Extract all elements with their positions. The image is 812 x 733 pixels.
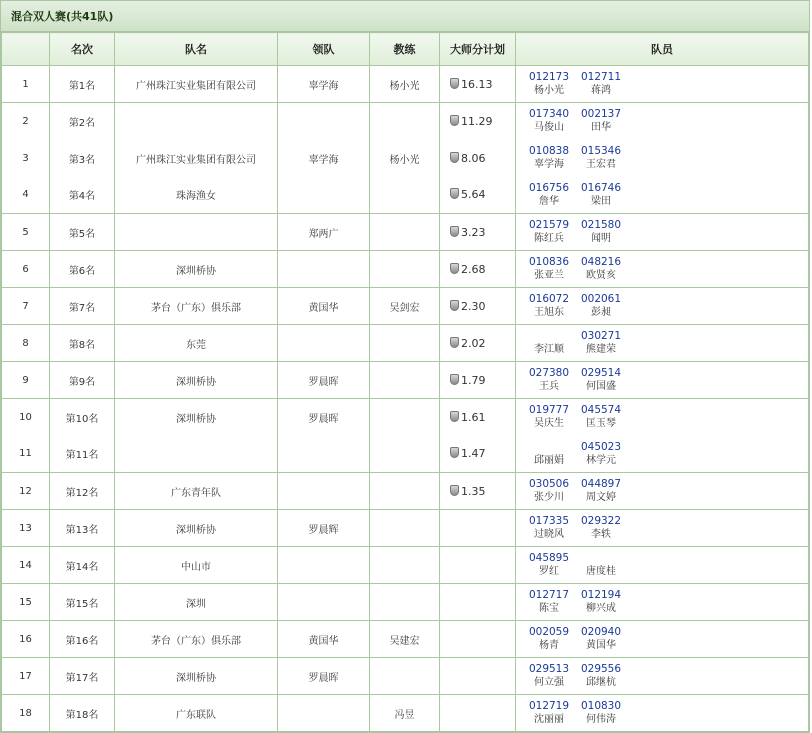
- rank-cell: 第10名: [50, 399, 115, 436]
- player-name: 蒋鸿: [591, 85, 611, 96]
- player-id-link[interactable]: 017340: [528, 108, 570, 121]
- row-index: 11: [2, 436, 50, 473]
- coach-cell: [370, 103, 440, 140]
- player-name: 李江顺: [534, 344, 564, 355]
- players-cell: [516, 584, 809, 621]
- players-cell: [516, 66, 809, 103]
- table-row: [2, 399, 809, 436]
- masterpoints-cell: [440, 288, 516, 325]
- coach-cell: [370, 177, 440, 214]
- team-cell: 广东青年队: [115, 473, 278, 510]
- player-id-link[interactable]: 015346: [580, 145, 622, 157]
- row-index: 5: [2, 214, 50, 251]
- rank-cell: 第11名: [50, 436, 115, 473]
- results-table: [1, 32, 809, 732]
- col-header-players: 队员: [516, 33, 809, 66]
- players-cell: [516, 695, 809, 732]
- table-row: [2, 251, 809, 288]
- leader-cell: 黄国华: [278, 621, 370, 658]
- row-index: 14: [2, 547, 50, 584]
- col-header-team: 队名: [115, 33, 278, 66]
- coach-cell: [370, 214, 440, 251]
- leader-cell: [278, 436, 370, 473]
- player-name: 辜学海: [534, 159, 564, 170]
- leader-cell: 罗晨晖: [278, 399, 370, 436]
- players-cell: [516, 103, 809, 140]
- masterpoints-cell: [440, 362, 516, 399]
- masterpoints-cell: [440, 547, 516, 584]
- masterpoints-cell: [440, 325, 516, 362]
- team-cell: 广州珠江实业集团有限公司: [115, 140, 278, 177]
- masterpoints-value: 2.30: [461, 299, 486, 313]
- player: [526, 441, 572, 467]
- shield-icon: [450, 485, 459, 496]
- leader-cell: [278, 473, 370, 510]
- player-name: 詹华: [539, 195, 559, 207]
- player-name: 欧贤亥: [586, 270, 616, 281]
- leader-cell: 郑两广: [278, 214, 370, 251]
- player: [578, 145, 624, 171]
- team-cell: [115, 103, 278, 140]
- rank-cell: 第16名: [50, 621, 115, 658]
- shield-icon: [450, 226, 459, 237]
- coach-cell: [370, 658, 440, 695]
- player-name: 匡玉琴: [586, 418, 616, 430]
- player-id-link[interactable]: 010830: [580, 700, 622, 712]
- players-cell: [516, 288, 809, 325]
- player-name: 邱丽娟: [534, 454, 564, 466]
- player-id-link[interactable]: 016746: [580, 181, 622, 194]
- row-index: 15: [2, 584, 50, 621]
- player: [578, 441, 624, 467]
- player: [578, 515, 624, 541]
- table-row: [2, 177, 809, 214]
- player: [578, 367, 624, 393]
- player-name: 王兵: [539, 381, 559, 392]
- masterpoints-cell: [440, 621, 516, 658]
- col-header-coach: 教练: [370, 33, 440, 66]
- leader-cell: 辜学海: [278, 140, 370, 177]
- player-id-link[interactable]: 017335: [528, 515, 570, 527]
- player-id-link[interactable]: 029514: [580, 367, 622, 379]
- row-index: 1: [2, 66, 50, 103]
- player: [578, 108, 624, 134]
- player-id-link[interactable]: 027380: [528, 367, 570, 379]
- player: [578, 700, 624, 726]
- table-row: [2, 695, 809, 732]
- player: [526, 71, 572, 97]
- players-cell: [516, 658, 809, 695]
- player-id-link[interactable]: 045574: [580, 404, 622, 417]
- player: [578, 182, 624, 208]
- player-name: 林学元: [586, 454, 616, 466]
- rank-cell: 第14名: [50, 547, 115, 584]
- player: [526, 589, 572, 615]
- leader-cell: [278, 547, 370, 584]
- table-row: [2, 510, 809, 547]
- player-name: 彭昶: [591, 307, 611, 318]
- team-cell: 深圳桥协: [115, 251, 278, 288]
- player-name: 陈红兵: [534, 233, 564, 244]
- masterpoints-value: 1.47: [461, 447, 486, 461]
- leader-cell: [278, 103, 370, 140]
- shield-icon: [450, 337, 459, 348]
- coach-cell: [370, 325, 440, 362]
- table-row: [2, 473, 809, 510]
- masterpoints-cell: [440, 436, 516, 473]
- player: [578, 663, 624, 689]
- row-index: 3: [2, 140, 50, 177]
- player-name: 罗红: [539, 566, 559, 577]
- player-id-link[interactable]: 048216: [580, 256, 622, 268]
- players-cell: [516, 214, 809, 251]
- player: [578, 478, 624, 504]
- shield-icon: [450, 115, 459, 126]
- player-id-link[interactable]: 029513: [528, 663, 570, 675]
- masterpoints-value: 1.61: [461, 410, 486, 424]
- rank-cell: 第13名: [50, 510, 115, 547]
- table-row: [2, 214, 809, 251]
- player: [578, 552, 624, 578]
- player-id-link[interactable]: 012711: [580, 71, 622, 83]
- col-header-leader: 领队: [278, 33, 370, 66]
- shield-icon: [450, 374, 459, 385]
- player-id-link[interactable]: 010836: [528, 256, 570, 268]
- team-cell: 深圳桥协: [115, 362, 278, 399]
- player-id-link[interactable]: 002137: [580, 108, 622, 121]
- row-index: 4: [2, 177, 50, 214]
- players-cell: [516, 436, 809, 473]
- player: [526, 700, 572, 726]
- player: [526, 182, 572, 208]
- masterpoints-value: 1.35: [461, 484, 486, 498]
- player-id-link[interactable]: 021579: [528, 219, 570, 231]
- table-row: [2, 103, 809, 140]
- players-cell: [516, 177, 809, 214]
- player-name: 唐度桂: [586, 566, 616, 577]
- players-cell: [516, 251, 809, 288]
- leader-cell: 罗晨辉: [278, 510, 370, 547]
- rank-cell: 第7名: [50, 288, 115, 325]
- col-header-masterpoints: 大师分计划: [440, 33, 516, 66]
- masterpoints-cell: [440, 399, 516, 436]
- leader-cell: [278, 177, 370, 214]
- player-id-link[interactable]: 021580: [580, 219, 622, 231]
- player-name: 沈丽丽: [534, 714, 564, 725]
- players-cell: [516, 621, 809, 658]
- player-id-link[interactable]: [526, 330, 572, 343]
- player: [526, 108, 572, 134]
- player-id-link[interactable]: 020940: [580, 626, 622, 638]
- players-cell: [516, 362, 809, 399]
- row-index: 12: [2, 473, 50, 510]
- player-name: 吴庆生: [534, 418, 564, 430]
- rank-cell: 第4名: [50, 177, 115, 214]
- rank-cell: 第3名: [50, 140, 115, 177]
- coach-cell: 吴剑宏: [370, 288, 440, 325]
- row-index: 6: [2, 251, 50, 288]
- player: [526, 330, 572, 356]
- player: [578, 404, 624, 430]
- player-name: 何立强: [534, 677, 564, 688]
- players-cell: [516, 399, 809, 436]
- masterpoints-value: 2.68: [461, 262, 486, 276]
- players-cell: [516, 473, 809, 510]
- coach-cell: [370, 436, 440, 473]
- player: [578, 219, 624, 245]
- shield-icon: [450, 78, 459, 89]
- player-id-link[interactable]: 029556: [580, 663, 622, 675]
- masterpoints-value: 11.29: [461, 114, 493, 128]
- player: [526, 219, 572, 245]
- masterpoints-cell: [440, 177, 516, 214]
- player: [526, 552, 572, 578]
- player: [526, 515, 572, 541]
- col-header-rank: 名次: [50, 33, 115, 66]
- row-index: 2: [2, 103, 50, 140]
- coach-cell: 杨小光: [370, 140, 440, 177]
- player-name: 陈宝: [539, 603, 559, 614]
- shield-icon: [450, 152, 459, 163]
- player-id-link[interactable]: 012194: [580, 589, 622, 601]
- table-row: [2, 658, 809, 695]
- player-id-link[interactable]: 044897: [580, 478, 622, 490]
- table-row: [2, 621, 809, 658]
- team-cell: 深圳桥协: [115, 399, 278, 436]
- player: [578, 589, 624, 615]
- leader-cell: 辜学海: [278, 66, 370, 103]
- leader-cell: 罗晨晖: [278, 362, 370, 399]
- rank-cell: 第8名: [50, 325, 115, 362]
- coach-cell: [370, 251, 440, 288]
- player-name: 梁田: [591, 195, 611, 207]
- players-cell: [516, 325, 809, 362]
- players-cell: [516, 510, 809, 547]
- player-id-link[interactable]: 016756: [528, 181, 570, 194]
- player-id-link[interactable]: [526, 441, 572, 454]
- masterpoints-cell: [440, 584, 516, 621]
- rank-cell: 第17名: [50, 658, 115, 695]
- table-row: [2, 66, 809, 103]
- player-id-link[interactable]: 045023: [580, 440, 622, 453]
- player-id-link[interactable]: 016072: [528, 293, 570, 305]
- player-id-link[interactable]: 029322: [580, 515, 622, 527]
- player-name: 何国盛: [586, 381, 616, 392]
- masterpoints-value: 3.23: [461, 225, 486, 239]
- masterpoints-value: 16.13: [461, 77, 493, 91]
- row-index: 16: [2, 621, 50, 658]
- coach-cell: [370, 547, 440, 584]
- masterpoints-value: 5.64: [461, 188, 486, 202]
- player-name: 周文婷: [586, 492, 616, 503]
- player-name: 张少川: [534, 492, 564, 503]
- player-name: 闻明: [591, 233, 611, 244]
- table-row: [2, 288, 809, 325]
- team-cell: 广东联队: [115, 695, 278, 732]
- player: [526, 367, 572, 393]
- leader-cell: [278, 695, 370, 732]
- rank-cell: 第1名: [50, 66, 115, 103]
- rank-cell: 第18名: [50, 695, 115, 732]
- team-cell: 中山市: [115, 547, 278, 584]
- team-cell: 茅台（广东）俱乐部: [115, 288, 278, 325]
- player-name: 马俊山: [534, 122, 564, 134]
- masterpoints-cell: [440, 695, 516, 732]
- leader-cell: 黄国华: [278, 288, 370, 325]
- player-id-link[interactable]: 002061: [580, 293, 622, 305]
- player-id-link[interactable]: 010838: [528, 145, 570, 157]
- player: [526, 663, 572, 689]
- rank-cell: 第9名: [50, 362, 115, 399]
- player-name: 王旭东: [534, 307, 564, 318]
- player-name: 杨小光: [534, 85, 564, 96]
- player-id-link[interactable]: 030506: [528, 478, 570, 490]
- team-cell: 东莞: [115, 325, 278, 362]
- player: [578, 71, 624, 97]
- rank-cell: 第15名: [50, 584, 115, 621]
- coach-cell: [370, 510, 440, 547]
- team-cell: 深圳桥协: [115, 510, 278, 547]
- leader-cell: 罗晨晖: [278, 658, 370, 695]
- player-name: 张亚兰: [534, 270, 564, 281]
- coach-cell: [370, 584, 440, 621]
- players-cell: [516, 140, 809, 177]
- rank-cell: 第2名: [50, 103, 115, 140]
- table-header-row: [2, 33, 809, 66]
- player-name: 李轶: [591, 529, 611, 540]
- masterpoints-cell: [440, 510, 516, 547]
- shield-icon: [450, 188, 459, 199]
- coach-cell: [370, 362, 440, 399]
- rank-cell: 第5名: [50, 214, 115, 251]
- col-header-index: [2, 33, 50, 66]
- player-id-link[interactable]: 012717: [528, 589, 570, 601]
- row-index: 8: [2, 325, 50, 362]
- masterpoints-cell: [440, 103, 516, 140]
- player-id-link[interactable]: [578, 552, 624, 565]
- coach-cell: [370, 399, 440, 436]
- player: [526, 293, 572, 319]
- shield-icon: [450, 300, 459, 311]
- player-name: 何伟涛: [586, 714, 616, 725]
- masterpoints-value: 8.06: [461, 151, 486, 165]
- player-name: 黄国华: [586, 640, 616, 651]
- table-row: [2, 547, 809, 584]
- table-row: [2, 140, 809, 177]
- players-cell: [516, 547, 809, 584]
- player-name: 柳兴成: [586, 603, 616, 614]
- row-index: 18: [2, 695, 50, 732]
- team-cell: [115, 436, 278, 473]
- player-name: 邱继杭: [586, 677, 616, 688]
- shield-icon: [450, 411, 459, 422]
- player: [526, 626, 572, 652]
- player-id-link[interactable]: 012173: [528, 71, 570, 83]
- coach-cell: 吴建宏: [370, 621, 440, 658]
- masterpoints-value: 2.02: [461, 336, 486, 350]
- player-id-link[interactable]: 002059: [528, 626, 570, 638]
- coach-cell: [370, 473, 440, 510]
- masterpoints-cell: [440, 140, 516, 177]
- masterpoints-cell: [440, 473, 516, 510]
- masterpoints-cell: [440, 251, 516, 288]
- player: [526, 145, 572, 171]
- player-name: 过晓风: [534, 529, 564, 540]
- team-cell: 茅台（广东）俱乐部: [115, 621, 278, 658]
- player-id-link[interactable]: 012719: [528, 700, 570, 712]
- table-row: [2, 325, 809, 362]
- team-cell: 珠海渔女: [115, 177, 278, 214]
- player: [578, 293, 624, 319]
- team-cell: 深圳: [115, 584, 278, 621]
- player-name: 杨青: [539, 640, 559, 651]
- leader-cell: [278, 325, 370, 362]
- row-index: 7: [2, 288, 50, 325]
- panel-title: 混合双人赛(共41队): [1, 0, 809, 32]
- player: [526, 478, 572, 504]
- row-index: 9: [2, 362, 50, 399]
- player-name: 熊建荣: [586, 344, 616, 355]
- player: [526, 404, 572, 430]
- player-id-link[interactable]: 030271: [580, 330, 622, 342]
- table-row: [2, 584, 809, 621]
- team-cell: 深圳桥协: [115, 658, 278, 695]
- masterpoints-cell: [440, 66, 516, 103]
- rank-cell: 第6名: [50, 251, 115, 288]
- coach-cell: 冯昱: [370, 695, 440, 732]
- masterpoints-cell: [440, 658, 516, 695]
- shield-icon: [450, 263, 459, 274]
- player-name: 王宏君: [586, 159, 616, 170]
- rank-cell: 第12名: [50, 473, 115, 510]
- masterpoints-cell: [440, 214, 516, 251]
- coach-cell: 杨小光: [370, 66, 440, 103]
- player-id-link[interactable]: 019777: [528, 404, 570, 417]
- shield-icon: [450, 447, 459, 458]
- player-id-link[interactable]: 045895: [528, 552, 570, 564]
- player: [578, 626, 624, 652]
- table-row: [2, 436, 809, 473]
- row-index: 17: [2, 658, 50, 695]
- row-index: 10: [2, 399, 50, 436]
- player-name: 田华: [591, 122, 611, 134]
- player: [526, 256, 572, 282]
- leader-cell: [278, 251, 370, 288]
- row-index: 13: [2, 510, 50, 547]
- team-cell: 广州珠江实业集团有限公司: [115, 66, 278, 103]
- masterpoints-value: 1.79: [461, 373, 486, 387]
- leader-cell: [278, 584, 370, 621]
- table-row: [2, 362, 809, 399]
- player: [578, 330, 624, 356]
- team-cell: [115, 214, 278, 251]
- player: [578, 256, 624, 282]
